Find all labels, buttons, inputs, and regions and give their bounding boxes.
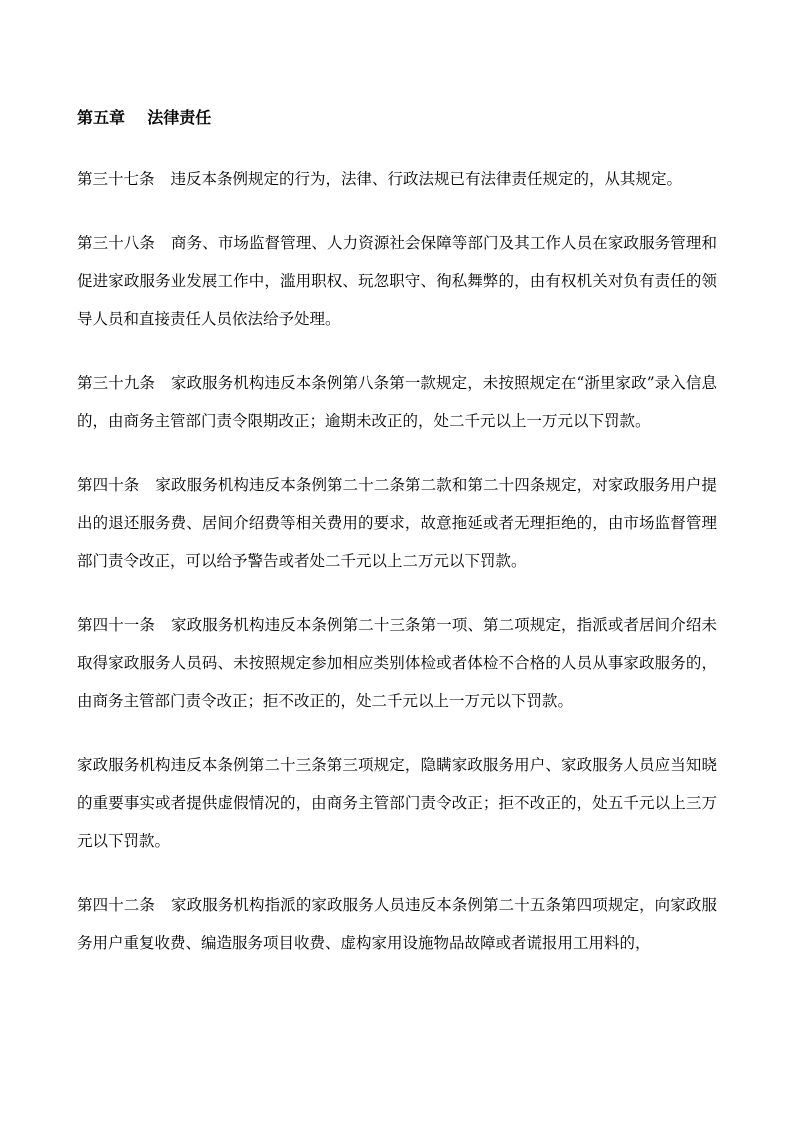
- article-text: 家政服务机构违反本条例第二十三条第三项规定，隐瞒家政服务用户、家政服务人员应当知晓的重要事实或者提供虚假情况的，由商务主管部门责令改正；拒不改正的，处五千元以上三万元以下罚款。: [77, 756, 717, 850]
- article-41-clause-2: [77, 746, 717, 860]
- article-number: 第四十条: [77, 476, 140, 494]
- article-number: 第三十八条: [77, 234, 156, 252]
- article-text: 家政服务机构违反本条例第二十二条第二款和第二十四条规定，对家政服务用户提出的退还服务费、居间介绍费等相关费用的要求，故意拖延或者无理拒绝的，由市场监督管理部门责令改正，可以给予警告或者处二千元以上二万元以下罚款。: [77, 476, 717, 570]
- article-40: [77, 466, 717, 580]
- article-text: 家政服务机构违反本条例第八条第一款规定，未按照规定在“浙里家政”录入信息的，由商务主管部门责令限期改正；逾期未改正的，处二千元以上一万元以下罚款。: [77, 374, 717, 430]
- article-text: 商务、市场监督管理、人力资源社会保障等部门及其工作人员在家政服务管理和促进家政服务业发展工作中，滥用职权、玩忽职守、徇私舞弊的，由有权机关对负有责任的领导人员和直接责任人员依法给予处理。: [77, 234, 717, 328]
- article-38: [77, 224, 717, 338]
- article-41: [77, 606, 717, 720]
- article-text: 违反本条例规定的行为，法律、行政法规已有法律责任规定的，从其规定。: [170, 170, 683, 188]
- chapter-title: 第五章 法律责任: [77, 108, 212, 127]
- document-page: [77, 98, 717, 988]
- article-number: 第三十九条: [77, 374, 155, 392]
- article-42: [77, 886, 717, 962]
- article-number: 第三十七条: [77, 170, 155, 188]
- article-37: [77, 160, 717, 198]
- article-number: 第四十二条: [77, 896, 156, 914]
- article-text: 家政服务机构指派的家政服务人员违反本条例第二十五条第四项规定，向家政服务用户重复收费、编造服务项目收费、虚构家用设施物品故障或者谎报用工用料的，: [77, 896, 717, 952]
- article-number: 第四十一条: [77, 616, 156, 634]
- article-39: [77, 364, 717, 440]
- article-text: 家政服务机构违反本条例第二十三条第一项、第二项规定，指派或者居间介绍未取得家政服务人员码、未按照规定参加相应类别体检或者体检不合格的人员从事家政服务的，由商务主管部门责令改正；拒不改正的，处二千元以上一万元以下罚款。: [77, 616, 717, 710]
